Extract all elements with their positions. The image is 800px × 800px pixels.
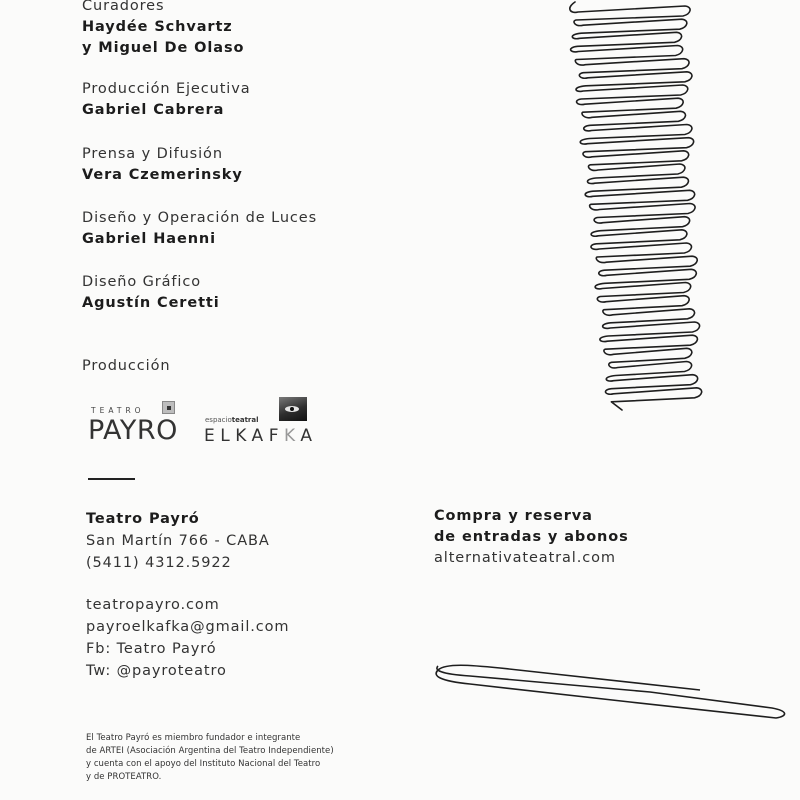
credit-role: Diseño y Operación de Luces <box>82 210 318 226</box>
vertical-scribble-line <box>570 2 702 410</box>
facebook-link[interactable]: Fb: Teatro Payró <box>86 641 217 657</box>
footnote-line: y cuenta con el apoyo del Instituto Nacional del Teatro <box>86 759 321 769</box>
credit-role: Prensa y Difusión <box>82 146 223 162</box>
website-link[interactable]: teatropayro.com <box>86 597 220 613</box>
kafka-logo-text: ELKAFKA <box>204 426 318 446</box>
diagonal-scribble-line <box>436 665 784 718</box>
produccion-label: Producción <box>82 358 171 374</box>
footnote-line: El Teatro Payró es miembro fundador e integrante <box>86 733 301 743</box>
credit-name: Haydée Schvartz <box>82 19 233 35</box>
tickets-line-1: Compra y reserva <box>434 508 593 524</box>
credit-name: Gabriel Haenni <box>82 231 217 247</box>
credit-name: Vera Czemerinsky <box>82 167 243 183</box>
tickets-site-link[interactable]: alternativateatral.com <box>434 550 616 566</box>
kafka-logo-small-text: espacioteatral <box>205 416 259 424</box>
venue-name: Teatro Payró <box>86 511 200 527</box>
footnote-line: de ARTEI (Asociación Argentina del Teatro Independiente) <box>86 746 334 756</box>
credit-role: Producción Ejecutiva <box>82 81 251 97</box>
credit-role: Diseño Gráfico <box>82 274 201 290</box>
venue-phone: (5411) 4312.5922 <box>86 555 232 571</box>
credit-name: y Miguel De Olaso <box>82 40 245 56</box>
tickets-line-2: de entradas y abonos <box>434 529 629 545</box>
credit-name: Gabriel Cabrera <box>82 102 225 118</box>
payro-logo-text: PAYRO <box>88 415 178 446</box>
payro-logo-small-text: TEATRO <box>91 406 145 415</box>
venue-address: San Martín 766 - CABA <box>86 533 270 549</box>
email-link[interactable]: payroelkafka@gmail.com <box>86 619 290 635</box>
twitter-link[interactable]: Tw: @payroteatro <box>86 663 227 679</box>
credit-name: Agustín Ceretti <box>82 295 220 311</box>
footnote-line: y de PROTEATRO. <box>86 772 162 782</box>
credit-role: Curadores <box>82 0 165 14</box>
